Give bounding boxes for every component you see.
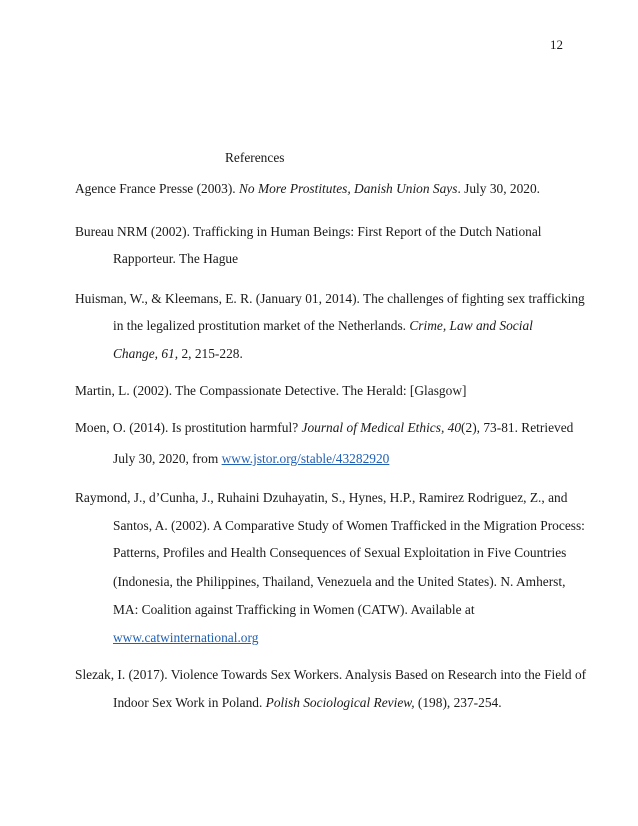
reference-title: No More Prostitutes, Danish Union Says: [238, 181, 458, 196]
reference-raymond-line4: (Indonesia, the Philippines, Thailand, Venezuela and the United States). N. Amherst,: [113, 574, 566, 589]
page-number: 12: [550, 37, 563, 52]
reference-text: Moen, O. (2014). Is prostitution harmful?: [75, 420, 302, 435]
reference-journal: Crime, Law and Social: [409, 318, 533, 333]
reference-huisman-line3: [113, 346, 243, 362]
reference-bureau-line1: Bureau NRM (2002). Trafficking in Human Beings: First Report of the Dutch National: [75, 224, 542, 239]
reference-moen-line2: [113, 451, 389, 467]
reference-martin: Martin, L. (2002). The Compassionate Detective. The Herald: [Glasgow]: [75, 383, 467, 398]
reference-journal: Change, 61,: [113, 346, 179, 361]
reference-raymond-line2: Santos, A. (2002). A Comparative Study of Women Trafficked in the Migration Process:: [113, 518, 585, 533]
reference-afp: [75, 181, 540, 197]
reference-journal: Polish Sociological Review,: [265, 695, 415, 710]
reference-slezak-line1: Slezak, I. (2017). Violence Towards Sex Workers. Analysis Based on Research into the Field of: [75, 667, 587, 682]
reference-journal: Journal of Medical Ethics, 40: [301, 420, 462, 435]
reference-text: . July 30, 2020.: [457, 181, 541, 196]
reference-raymond-line1: Raymond, J., d’Cunha, J., Ruhaini Dzuhayatin, S., Hynes, H.P., Ramirez Rodriguez, Z., and: [75, 490, 568, 505]
reference-huisman-line2: [113, 318, 533, 334]
references-heading: References: [225, 150, 285, 165]
reference-text: July 30, 2020, from: [113, 451, 222, 466]
reference-raymond-line3: Patterns, Profiles and Health Consequences of Sexual Exploitation in Five Countries: [113, 545, 567, 560]
reference-text: 2, 215-228.: [178, 346, 243, 361]
reference-bureau-line2: Rapporteur. The Hague: [113, 251, 239, 266]
reference-text: (198), 237-254.: [414, 695, 502, 710]
reference-slezak-line2: [113, 695, 502, 711]
jstor-link[interactable]: www.jstor.org/stable/43282920: [221, 451, 390, 466]
reference-raymond-line5: MA: Coalition against Trafficking in Women (CATW). Available at: [113, 602, 475, 617]
reference-moen-line1: [75, 420, 573, 436]
reference-raymond-line6: [113, 630, 258, 646]
catw-link[interactable]: www.catwinternational.org: [113, 630, 259, 645]
reference-text: Agence France Presse (2003).: [75, 181, 239, 196]
reference-huisman-line1: Huisman, W., & Kleemans, E. R. (January 01, 2014). The challenges of fighting sex trafficking: [75, 291, 585, 306]
reference-text: Indoor Sex Work in Poland.: [113, 695, 266, 710]
reference-text: in the legalized prostitution market of the Netherlands.: [113, 318, 410, 333]
reference-text: (2), 73-81. Retrieved: [461, 420, 574, 435]
